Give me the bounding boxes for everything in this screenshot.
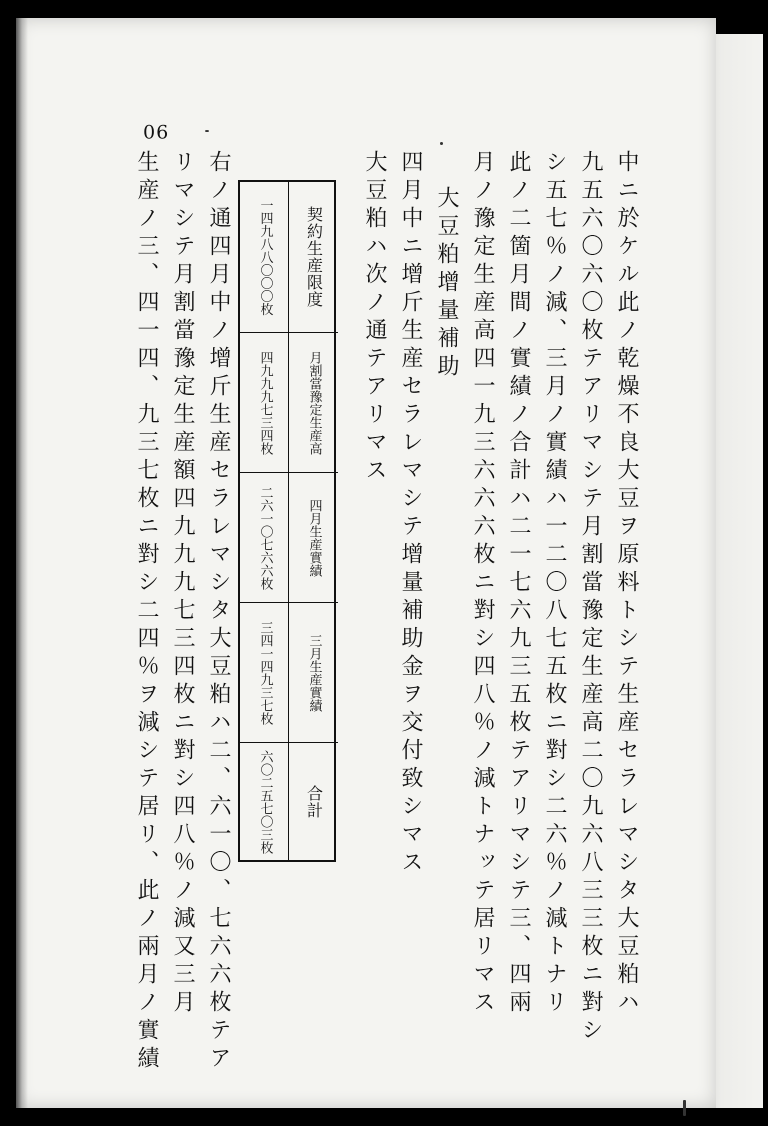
value-march-actual: 三四一四九三七枚 (257, 620, 273, 725)
text-column-8: 右ノ通四月中ノ增斤生産セラレマシタ大豆粕ハ二、六一〇、七六六枚テア (206, 150, 231, 1074)
binding-shadow (16, 18, 28, 1108)
production-table (238, 180, 336, 862)
table-value-cell (240, 742, 289, 860)
text-column-7: 大豆粕ハ次ノ通テアリマス (362, 150, 387, 486)
header-total: 合計 (304, 784, 324, 819)
value-monthly-allocation: 四九九九七三四枚 (257, 350, 273, 455)
text-column-5: 月ノ豫定生産高四一九三六六六枚ニ對シ四八％ノ減トナッテ居リマス (470, 150, 495, 1018)
table-value-cell (240, 332, 289, 472)
scan-speck (683, 1100, 686, 1116)
text-column-10: 生産ノ三、四一四、九三七枚ニ對シ二四％ヲ減シテ居リ、此ノ兩月ノ實績 (134, 150, 159, 1074)
table-header-cell (289, 332, 338, 472)
table-header-cell (289, 742, 338, 860)
section-heading: 大豆粕增量補助 (434, 186, 459, 382)
table-value-cell (240, 602, 289, 742)
text-column-4: 此ノ二箇月間ノ實績ノ合計ハ二一七六九三五枚テアリマシテ三、四兩 (506, 150, 531, 1018)
header-march-actual: 三月生産實績 (306, 633, 322, 712)
text-column-9: リマシテ月割當豫定生産額四九九九七三四枚ニ對シ四八％ノ減又三月 (170, 150, 195, 1018)
value-total: 六〇二五七〇三枚 (257, 749, 273, 854)
header-contract-limit: 契約生産限度 (304, 206, 324, 308)
text-column-1: 中ニ於ケル此ノ乾燥不良大豆ヲ原料トシテ生産セラレマシタ大豆粕ハ (614, 150, 639, 1018)
header-monthly-allocation: 月割當豫定生産高 (306, 350, 322, 455)
text-column-3: シ五七％ノ減、三月ノ實績ハ一二〇八七五枚ニ對シ二六％ノ減トナリ (542, 150, 567, 1018)
scan-speck (205, 130, 209, 132)
text-column-2: 九五六〇六〇枚テアリマシテ月割當豫定生産高二〇九六八三三枚ニ對シ (578, 150, 603, 1046)
value-april-actual: 二六一〇七六六枚 (257, 485, 273, 590)
table-header-row (289, 182, 338, 860)
table-value-cell (240, 182, 289, 332)
value-contract-limit: 一四九八八〇〇〇枚 (257, 198, 273, 316)
table-header-cell (289, 472, 338, 602)
page-number: 90 (142, 120, 169, 142)
scan-speck (440, 142, 443, 145)
table-header-cell (289, 602, 338, 742)
table-value-row (240, 182, 289, 860)
table-value-cell (240, 472, 289, 602)
text-column-6: 四月中ニ增斤生産セラレマシテ增量補助金ヲ交付致シマス (398, 150, 423, 878)
header-april-actual: 四月生産實績 (306, 498, 322, 577)
table-header-cell (289, 182, 338, 332)
